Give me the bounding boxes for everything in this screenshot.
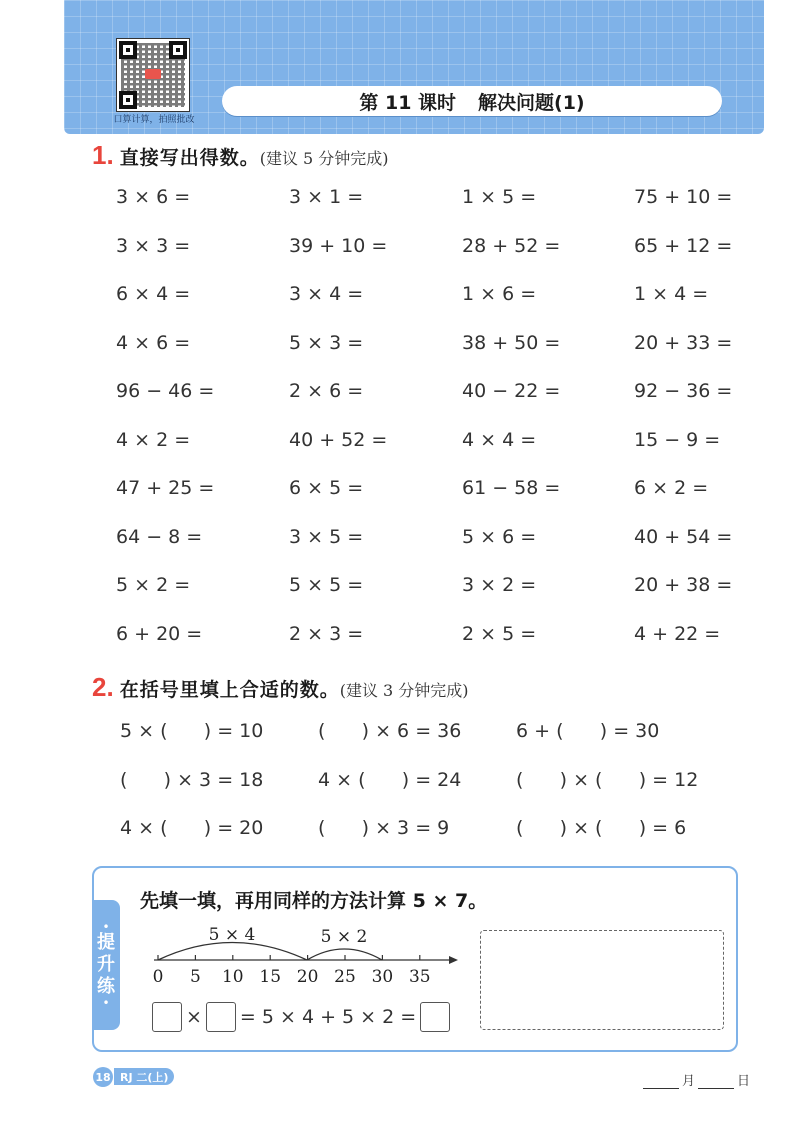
arithmetic-problem: 2 × 5 = [462, 622, 537, 645]
lesson-title-bar [222, 86, 722, 116]
arithmetic-problem: 20 + 33 = [634, 331, 733, 354]
answer-box-2[interactable] [206, 1002, 236, 1032]
section-2-heading [92, 672, 469, 703]
section-1-hint: (建议 5 分钟完成) [259, 149, 389, 168]
month-label: 月 [682, 1074, 696, 1089]
fill-blank-problem[interactable]: 6 + ( ) = 30 [516, 720, 660, 742]
practice-tab: • 提 升 练 • [92, 900, 120, 1030]
page-number: 18 [93, 1067, 113, 1087]
arithmetic-problem: 64 − 8 = [116, 525, 203, 548]
arrow-right-icon [449, 956, 458, 964]
arithmetic-problem: 4 + 22 = [634, 622, 721, 645]
qr-badge-icon [145, 69, 161, 79]
grade-label: RJ 二(上) [114, 1068, 174, 1085]
arithmetic-problem: 15 − 9 = [634, 428, 721, 451]
arithmetic-problem: 5 × 5 = [289, 574, 364, 596]
arithmetic-problem: 40 + 54 = [634, 525, 733, 548]
arithmetic-problem: 5 × 6 = [462, 525, 537, 548]
arithmetic-problem: 5 × 2 = [116, 574, 191, 596]
problem-row [116, 380, 756, 429]
arithmetic-problem: 6 + 20 = [116, 622, 203, 645]
arithmetic-problem: 5 × 3 = [289, 331, 364, 354]
qr-code[interactable] [116, 38, 190, 112]
answer-box-1[interactable] [152, 1002, 182, 1032]
arithmetic-problem: 4 × 4 = [462, 428, 537, 451]
arithmetic-problem: 1 × 4 = [634, 283, 709, 305]
number-line [140, 920, 470, 994]
section-2-hint: (建议 3 分钟完成) [339, 681, 469, 700]
section-1-number: 1. [92, 140, 114, 170]
section-2-instruction: 在括号里填上合适的数。 [119, 679, 340, 701]
fill-blank-row [120, 769, 760, 818]
lesson-title: 解决问题(1) [478, 91, 585, 114]
fill-blank-problem[interactable]: ( ) × ( ) = 12 [516, 768, 699, 791]
problem-row [116, 574, 756, 623]
arithmetic-problem: 65 + 12 = [634, 234, 733, 257]
equation-text: = 5 × 4 + 5 × 2 = [239, 1006, 417, 1028]
arithmetic-problem: 28 + 52 = [462, 234, 561, 257]
arithmetic-problem: 4 × 6 = [116, 331, 191, 354]
arithmetic-problem: 96 − 46 = [116, 380, 215, 402]
arithmetic-problem: 2 × 3 = [289, 622, 364, 645]
section-2-problems [120, 720, 760, 866]
fill-blank-row [120, 720, 760, 769]
arithmetic-problem: 75 + 10 = [634, 186, 733, 208]
problem-row [116, 526, 756, 575]
month-blank[interactable] [643, 1074, 679, 1089]
arithmetic-problem: 47 + 25 = [116, 477, 215, 499]
arithmetic-problem: 3 × 5 = [289, 525, 364, 548]
problem-row [116, 235, 756, 284]
arithmetic-problem: 61 − 58 = [462, 477, 561, 499]
practice-instruction: 先填一填，再用同样的方法计算 5 × 7。 [140, 890, 488, 912]
section-1-heading [92, 140, 389, 171]
problem-row [116, 283, 756, 332]
arc-5x4-label: 5 × 4 [208, 925, 256, 945]
times-sign: × [186, 1006, 202, 1028]
tick-label: 15 [259, 967, 282, 987]
section-2-number: 2. [92, 672, 114, 702]
arithmetic-problem: 3 × 1 = [289, 186, 364, 208]
arithmetic-problem: 20 + 38 = [634, 574, 733, 596]
qr-caption: 口算计算，拍照批改 [113, 115, 195, 125]
arithmetic-problem: 38 + 50 = [462, 331, 561, 354]
problem-row [116, 477, 756, 526]
arithmetic-problem: 3 × 3 = [116, 234, 191, 257]
arithmetic-problem: 92 − 36 = [634, 380, 733, 402]
section-1-instruction: 直接写出得数。 [119, 147, 260, 169]
lesson-number: 第 11 课时 [359, 91, 457, 114]
fill-blank-problem[interactable]: ( ) × 3 = 9 [318, 817, 450, 839]
section-1-problems [116, 186, 756, 671]
work-area[interactable] [480, 930, 724, 1030]
practice-tab-char: 提 [97, 932, 115, 953]
arithmetic-problem: 6 × 4 = [116, 283, 191, 305]
arithmetic-problem: 40 − 22 = [462, 380, 561, 402]
problem-row [116, 429, 756, 478]
arithmetic-problem: 6 × 2 = [634, 477, 709, 499]
fill-blank-problem[interactable]: ( ) × 6 = 36 [318, 720, 462, 742]
day-label: 日 [737, 1074, 751, 1089]
tick-label: 20 [296, 967, 319, 987]
arithmetic-problem: 1 × 6 = [462, 283, 537, 305]
arithmetic-problem: 3 × 4 = [289, 283, 364, 305]
tick-label: 0 [152, 967, 164, 987]
fill-blank-problem[interactable]: 5 × ( ) = 10 [120, 720, 264, 742]
tick-label: 35 [408, 967, 431, 987]
arithmetic-problem: 39 + 10 = [289, 234, 388, 257]
arithmetic-problem: 3 × 2 = [462, 574, 537, 596]
tick-label: 5 [189, 967, 201, 987]
fill-blank-problem[interactable]: 4 × ( ) = 24 [318, 768, 462, 791]
tick-label: 25 [334, 967, 356, 987]
date-field [640, 1070, 750, 1089]
tick-label: 10 [221, 967, 244, 987]
practice-tab-char: 练 [97, 976, 115, 997]
tick-label: 30 [371, 967, 394, 987]
fill-blank-problem[interactable]: ( ) × ( ) = 6 [516, 817, 687, 839]
practice-tab-char: 升 [97, 954, 115, 975]
arithmetic-problem: 1 × 5 = [462, 186, 537, 208]
problem-row [116, 332, 756, 381]
problem-row [116, 623, 756, 672]
day-blank[interactable] [698, 1074, 734, 1089]
equation-row [152, 1002, 450, 1032]
arithmetic-problem: 2 × 6 = [289, 380, 364, 402]
fill-blank-problem[interactable]: 4 × ( ) = 20 [120, 817, 264, 839]
problem-row [116, 186, 756, 235]
arithmetic-problem: 4 × 2 = [116, 428, 191, 451]
answer-box-3[interactable] [420, 1002, 450, 1032]
fill-blank-problem[interactable]: ( ) × 3 = 18 [120, 768, 264, 791]
fill-blank-row [120, 817, 760, 866]
arithmetic-problem: 40 + 52 = [289, 428, 388, 451]
arithmetic-problem: 3 × 6 = [116, 186, 191, 208]
arc-5x2-label: 5 × 2 [320, 927, 368, 947]
arithmetic-problem: 6 × 5 = [289, 477, 364, 499]
